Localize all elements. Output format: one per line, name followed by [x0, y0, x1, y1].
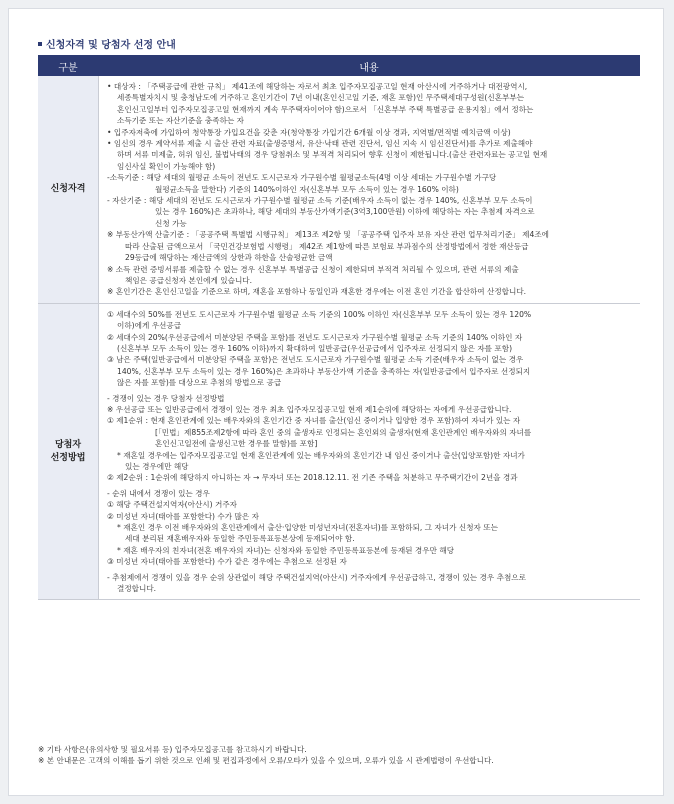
table-header	[38, 56, 640, 76]
eligibility-line: - 자산기준 : 해당 세대의 전년도 도시근로자 가구원수별 월평균 소득 기준(배우자 소득이 없는 경우 140%, 신혼부부 모두 소득이	[107, 196, 533, 206]
selection-line: - 추첨제에서 경쟁이 있을 경우 순위 상관없이 해당 주택건설지역(아산시) 거주자에게 우선공급하고, 경쟁이 있는 경우 추첨으로	[107, 572, 526, 582]
footnote: ※ 본 안내문은 고객의 이해를 돕기 위한 것으로 인쇄 및 편집과정에서 오류/오타가 있을 수 있으며, 오류가 있을 시 관계법령이 우선합니다.	[38, 756, 494, 766]
selection-line: [「민법」제855조제2항에 따라 혼인 중의 출생자로 인정되는 혼인외의 출생자(현재 혼인관계인 배우자와의 자녀를	[155, 427, 532, 437]
selection-line: * 재혼인 경우 이전 배우자와의 혼인관계에서 출산·입양한 미성년자녀(전혼자녀)를 포함하되, 그 자녀가 신청자 또는	[117, 523, 498, 533]
selection-line: ① 제1순위 : 현재 혼인관계에 있는 배우자와의 혼인기간 중 자녀를 출산(임신 중이거나 입양한 경우 포함)하여 자녀가 있는 자	[107, 416, 521, 426]
eligibility-line: 월평균소득을 말한다) 기준의 140%이하인 자(신혼부부 모두 소득이 있는 경우 160% 이하)	[155, 184, 459, 194]
eligibility-label: 신청자격	[38, 76, 99, 303]
eligibility-line: 따라 산출된 금액으로서 「국민건강보험법 시행령」 제42조 제1항에 따른 보험료 부과점수의 산정방법에서 정한 재산등급	[125, 241, 529, 251]
eligibility-line: 혼인신고일부터 입주자모집공고일 현재까지 계속 무주택자이어야 함)으로서 「신혼부부 주택 특별공급 운용지침」에서 정하는	[117, 104, 534, 114]
eligibility-line: 신청 가능	[155, 218, 187, 228]
selection-line: (신혼부부 모두 소득이 있는 경우 160% 이하)까지 확대하여 일반공급(우선공급에서 입주자로 선정되지 않은 자를 포함)	[117, 343, 513, 353]
header-content: 내용	[359, 62, 379, 74]
selection-row	[38, 304, 640, 601]
selection-line: * 재혼일 경우에는 입주자모집공고일 현재 혼인관계에 있는 배우자와의 혼인기간 내 임신 중이거나 출산(입양포함)한 자녀가	[117, 450, 525, 460]
selection-line: ② 세대수의 20%(우선공급에서 미분양된 주택을 포함)를 전년도 도시근로자 가구원수별 월평균 소득 기준의 140% 이하인 자	[107, 332, 523, 342]
eligibility-line: 세종특별자치시 및 충청남도에 거주하고 혼인기간이 7년 이내(혼인신고일 기준, 재혼 포함)인 무주택세대구성원(신혼부부는	[117, 93, 525, 103]
selection-line: 혼인신고일전에 출생신고한 경우를 말함)를 포함]	[155, 439, 318, 449]
selection-line: ② 제2순위 : 1순위에 해당하지 아니하는 자 → 무자녀 또는 2018.12.11. 전 기존 주택을 처분하고 무주택기간이 2년을 경과	[107, 473, 518, 483]
selection-line: ① 세대수의 50%를 전년도 도시근로자 가구원수별 월평균 소득 기준의 100% 이하인 자(신혼부부 모두 소득이 있는 경우 120%	[107, 309, 532, 319]
eligibility-line: • 입주자저축에 가입하여 청약통장 가입요건을 갖춘 자(청약통장 가입기간 6개월 이상 경과, 지역별/면적별 예치금액 이상)	[107, 127, 511, 137]
selection-line: 세대 분리된 재혼배우자와 동일한 주민등록표등본상에 등재되어야 함.	[125, 534, 355, 544]
eligibility-line: 임신사실 확인이 가능해야 함)	[117, 161, 216, 171]
title-bullet-icon	[38, 42, 42, 46]
eligibility-line: • 임신의 경우 계약서류 제출 시 출산 관련 자료(출생증명서, 유산·낙태 관련 진단서, 임신 지속 시 임신진단서)를 추가로 제출해야	[107, 139, 533, 149]
section-title	[38, 36, 176, 51]
section-title-text: 신청자격 및 당첨자 선정 안내	[46, 40, 176, 51]
eligibility-line: 29등급에 해당하는 재산금액의 상한과 하한을 산술평균한 금액	[125, 253, 333, 263]
selection-line: - 순위 내에서 경쟁이 있는 경우	[107, 488, 210, 498]
selection-line: ② 미성년 자녀(태아를 포함한다) 수가 많은 자	[107, 511, 259, 521]
footnote: ※ 기타 사항은(유의사항 및 필요서류 등) 입주자모집공고를 참고하시기 바랍니다.	[38, 745, 307, 754]
selection-line: ③ 미성년 자녀(태아를 포함한다) 수가 같은 경우에는 추첨으로 선정된 자	[107, 557, 347, 567]
selection-line: - 경쟁이 있는 경우 당첨자 선정방법	[107, 393, 225, 403]
eligibility-content	[99, 76, 640, 303]
selection-line: 이하)에게 우선공급	[117, 321, 182, 331]
selection-label-line2: 선정방법	[50, 452, 86, 463]
header-category: 구분	[58, 62, 78, 74]
selection-line: ※ 우선공급 또는 일반공급에서 경쟁이 있는 경우 최초 입주자모집공고일 현재 제1순위에 해당하는 자에게 우선공급합니다.	[107, 404, 512, 414]
eligibility-line: -소득기준 : 해당 세대의 월평균 소득이 전년도 도시근로자 가구원수별 월평균소득(4명 이상 세대는 가구원수별 가구당	[107, 173, 497, 183]
selection-label-line1: 당첨자	[54, 439, 82, 450]
selection-line: 결정합니다.	[117, 584, 157, 594]
selection-line: 140%, 신혼부부 모두 소득이 있는 경우 160%)은 초과하나 부동산가액 기준을 충족하는 자(일반공급에서 입주자로 선정되지	[117, 366, 531, 376]
eligibility-line: ※ 소득 관련 증빙서류를 제출할 수 없는 경우 신혼부부 특별공급 신청이 제한되며 부적격 처리될 수 있으며, 관련 서류의 제출	[107, 264, 519, 274]
selection-line: ① 해당 주택건설지역자(아산시) 거주자	[107, 500, 238, 510]
selection-line: * 재혼 배우자의 친자녀(전혼 배우자의 자녀)는 신청자와 동일한 주민등록표등본에 등재된 경우만 해당	[117, 545, 455, 555]
selection-content	[99, 304, 640, 600]
selection-label	[38, 304, 99, 600]
eligibility-row	[38, 76, 640, 304]
eligibility-line: ※ 혼인기간은 혼인신고일을 기준으로 하며, 재혼을 포함하나 동일인과 재혼한 경우에는 이전 혼인 기간을 합산하여 산정합니다.	[107, 287, 527, 297]
footnotes	[38, 744, 640, 767]
eligibility-line: • 대상자 : 「주택공급에 관한 규칙」 제41조에 해당하는 자로서 최초 입주자모집공고일 현재 아산시에 거주하거나 대전광역시,	[107, 82, 528, 91]
selection-line: 있는 경우에만 해당	[125, 462, 189, 471]
selection-line: ③ 남은 주택(일반공급에서 미분양된 주택을 포함)은 전년도 도시근로자 가구원수별 월평균 소득 기준(배우자 소득이 없는 경우	[107, 355, 524, 365]
eligibility-line: 하며 서류 미제출, 허위 임신, 불법낙태의 경우 당첨취소 및 부적격 처리되어 향후 신청이 제한됩니다.(출산 관련자료는 공고일 현재	[117, 150, 548, 160]
info-table	[38, 55, 640, 600]
eligibility-line: ※ 부동산가액 산출기준 : 「공공주택 특별법 시행규칙」 제13조 제2항 및 「공공주택 입주자 보유 자산 관련 업무처리기준」 제4조에	[107, 230, 550, 240]
eligibility-line: 책임은 공급신청자 본인에게 있습니다.	[125, 275, 253, 285]
eligibility-line: 있는 경우 160%)은 초과하나, 해당 세대의 부동산가액기준(3억3,100만원) 이하에 해당하는 자는 추첨제 자격으로	[155, 207, 535, 217]
selection-line: 않은 자를 포함)를 대상으로 추첨의 방법으로 공급	[117, 378, 282, 388]
eligibility-line: 소득기준 또는 자산기준을 충족하는 자	[117, 116, 245, 126]
